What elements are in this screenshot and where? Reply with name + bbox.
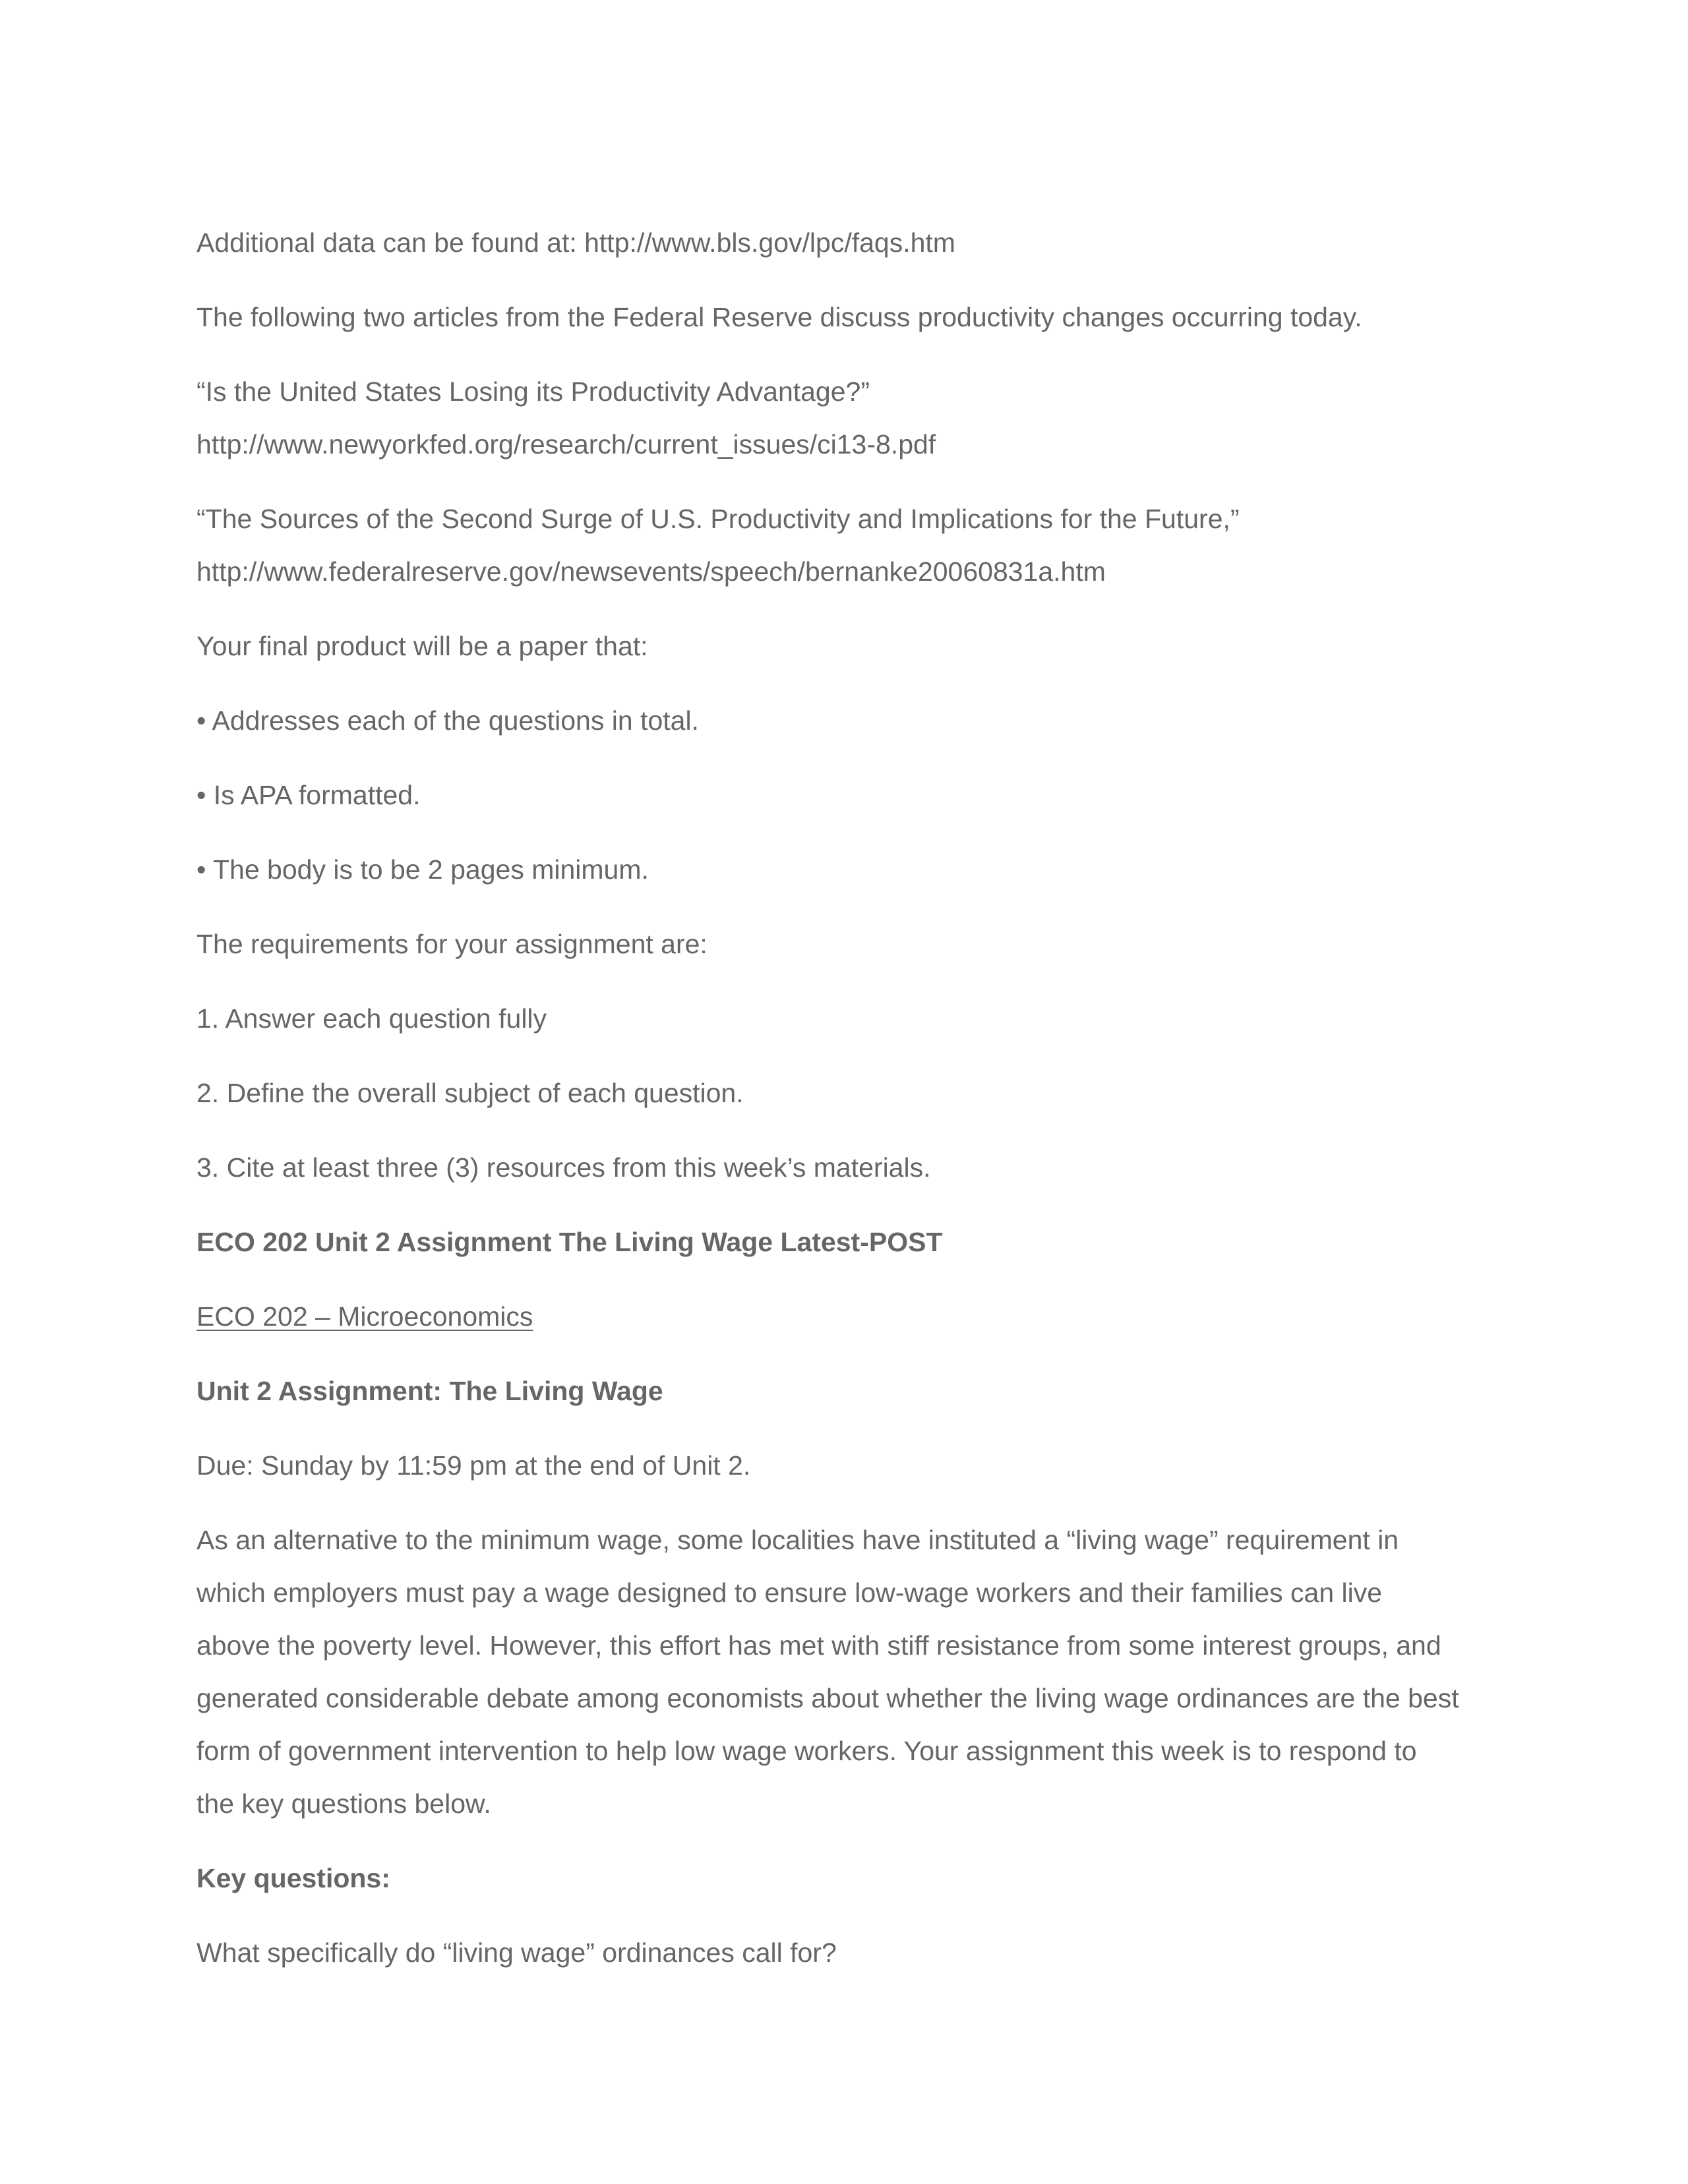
- question-item: What specifically do “living wage” ordinances call for?: [196, 1937, 837, 1968]
- numbered-item: 2. Define the overall subject of each question.: [196, 1078, 744, 1108]
- course-title: ECO 202 – Microeconomics: [196, 1301, 533, 1332]
- additional-data-line: Additional data can be found at: http://www.bls.gov/lpc/faqs.htm: [196, 227, 955, 258]
- paragraph-line: form of government intervention to help low wage workers. Your assignment this week is to respond to: [196, 1736, 1417, 1766]
- article-2-url: http://www.federalreserve.gov/newsevents/speech/bernanke20060831a.htm: [196, 556, 1106, 587]
- requirements-intro: The requirements for your assignment are:: [196, 929, 708, 959]
- article-1-title: “Is the United States Losing its Productivity Advantage?”: [196, 376, 870, 407]
- paragraph-line: generated considerable debate among economists about whether the living wage ordinances are the best: [196, 1683, 1459, 1713]
- key-questions-heading: Key questions:: [196, 1863, 390, 1893]
- assignment-heading: ECO 202 Unit 2 Assignment The Living Wage Latest-POST: [196, 1227, 943, 1257]
- living-wage-paragraph: [196, 1514, 1509, 1830]
- numbered-item: 3. Cite at least three (3) resources from this week’s materials.: [196, 1152, 931, 1183]
- due-date: Due: Sunday by 11:59 pm at the end of Unit 2.: [196, 1450, 751, 1481]
- federal-reserve-intro: The following two articles from the Federal Reserve discuss productivity changes occurring today.: [196, 302, 1362, 332]
- unit-heading: Unit 2 Assignment: The Living Wage: [196, 1376, 663, 1406]
- final-product-intro: Your final product will be a paper that:: [196, 631, 648, 661]
- document-body: [196, 216, 1509, 2001]
- bullet-item: • Addresses each of the questions in total.: [196, 705, 699, 736]
- bullet-item: • Is APA formatted.: [196, 780, 421, 810]
- paragraph-line: the key questions below.: [196, 1788, 491, 1819]
- paragraph-line: As an alternative to the minimum wage, some localities have instituted a “living wage” requirement in: [196, 1525, 1399, 1555]
- paragraph-line: which employers must pay a wage designed to ensure low-wage workers and their families can live: [196, 1578, 1383, 1608]
- numbered-item: 1. Answer each question fully: [196, 1003, 547, 1034]
- bullet-item: • The body is to be 2 pages minimum.: [196, 854, 649, 885]
- article-2-title: “The Sources of the Second Surge of U.S. Productivity and Implications for the Future,”: [196, 504, 1240, 534]
- paragraph-line: above the poverty level. However, this effort has met with stiff resistance from some interest groups, and: [196, 1630, 1441, 1661]
- article-1-url: http://www.newyorkfed.org/research/current_issues/ci13-8.pdf: [196, 429, 936, 459]
